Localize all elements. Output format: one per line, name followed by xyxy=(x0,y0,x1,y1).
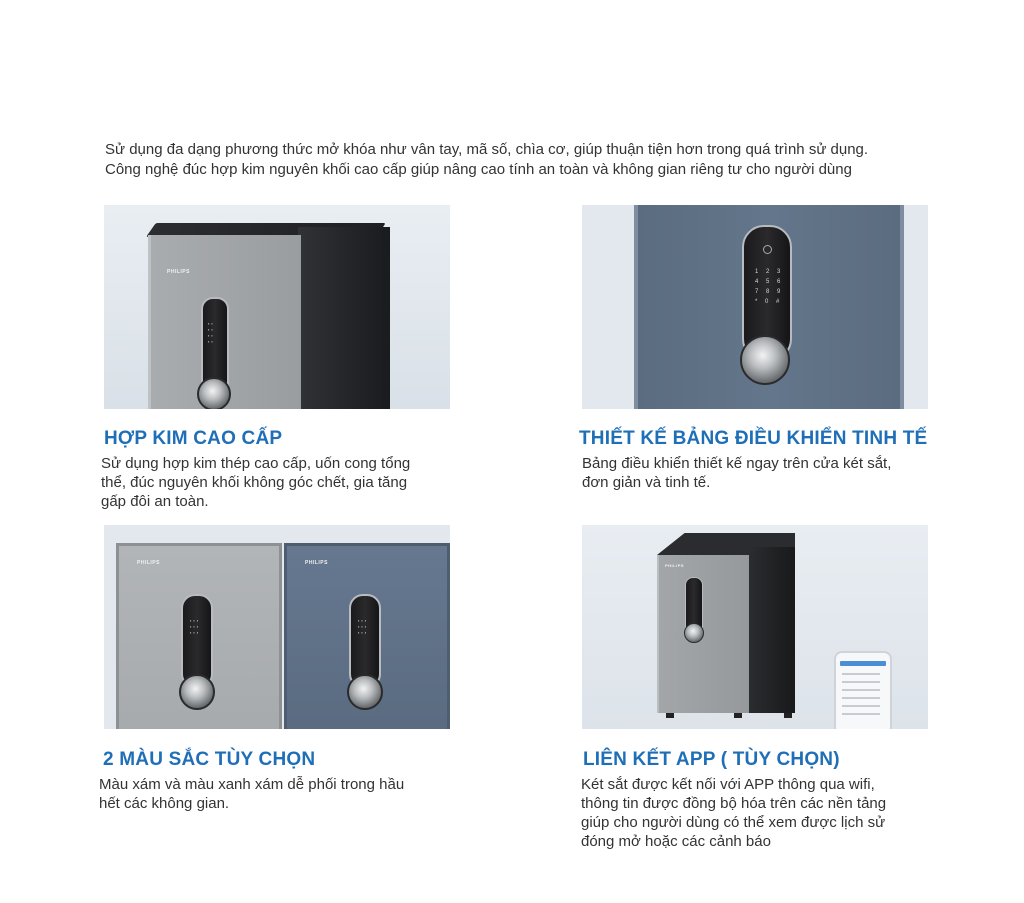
dial-knob xyxy=(740,335,790,385)
intro-line-1: Sử dụng đa dạng phương thức mở khóa như vân tay, mã số, chìa cơ, giúp thuận tiện hơn trong quá trình sử dụng. xyxy=(105,141,869,158)
dial-knob xyxy=(684,623,704,643)
app-link-image xyxy=(582,525,928,729)
heading-control-panel: THIẾT KẾ BẢNG ĐIỀU KHIỂN TINH TẾ xyxy=(579,428,928,449)
smartphone-app xyxy=(834,651,892,729)
lock-panel: ▪▪ ▪▪ ▪▪ ▪▪ xyxy=(201,297,229,396)
heading-app-link: LIÊN KẾT APP ( TÙY CHỌN) xyxy=(583,749,840,770)
lock-panel: ▪▪▪ ▪▪▪ ▪▪▪ xyxy=(349,594,381,688)
intro-text xyxy=(105,140,965,180)
dial-knob xyxy=(179,674,215,710)
heading-alloy: HỢP KIM CAO CẤP xyxy=(104,428,283,449)
safe-front-grey xyxy=(148,235,301,409)
desc-control-panel: Bảng điều khiển thiết kế ngay trên cửa két sắt, đơn giản và tinh tế. xyxy=(582,455,892,491)
dial-knob xyxy=(347,674,383,710)
desc-alloy: Sử dụng hợp kim thép cao cấp, uốn cong tổng thể, đúc nguyên khối không góc chết, gia tăng gấp đôi an toàn. xyxy=(101,455,411,510)
fingerprint-sensor-icon xyxy=(763,245,772,254)
control-panel-image xyxy=(582,205,928,409)
safe-door-blue: PHILIPS ▪▪▪ ▪▪▪ ▪▪▪ xyxy=(284,543,450,729)
dial-knob xyxy=(197,377,231,409)
alloy-safe-image xyxy=(104,205,450,409)
heading-colors: 2 MÀU SẮC TÙY CHỌN xyxy=(103,749,316,770)
lock-panel: 1 2 3 4 5 6 7 8 9 * 0 # xyxy=(742,225,792,361)
desc-colors: Màu xám và màu xanh xám dễ phối trong hầu hết các không gian. xyxy=(99,776,405,812)
brand-logo: PHILIPS xyxy=(167,269,190,275)
intro-line-2: Công nghệ đúc hợp kim nguyên khối cao cấp giúp nâng cao tính an toàn và không gian riêng tư cho người dùng xyxy=(105,161,852,178)
safe-front-grey: PHILIPS xyxy=(657,555,749,713)
safe-door-grey: PHILIPS ▪▪▪ ▪▪▪ ▪▪▪ xyxy=(116,543,282,729)
desc-app-link: Két sắt được kết nối với APP thông qua wifi, thông tin được đồng bộ hóa trên các nền tảng giúp cho người dùng có thể xem được lịch sử đóng mở hoặc các cảnh báo xyxy=(581,776,887,850)
safe-door-blue xyxy=(634,205,904,409)
two-colors-image xyxy=(104,525,450,729)
lock-panel: ▪▪▪ ▪▪▪ ▪▪▪ xyxy=(181,594,213,688)
